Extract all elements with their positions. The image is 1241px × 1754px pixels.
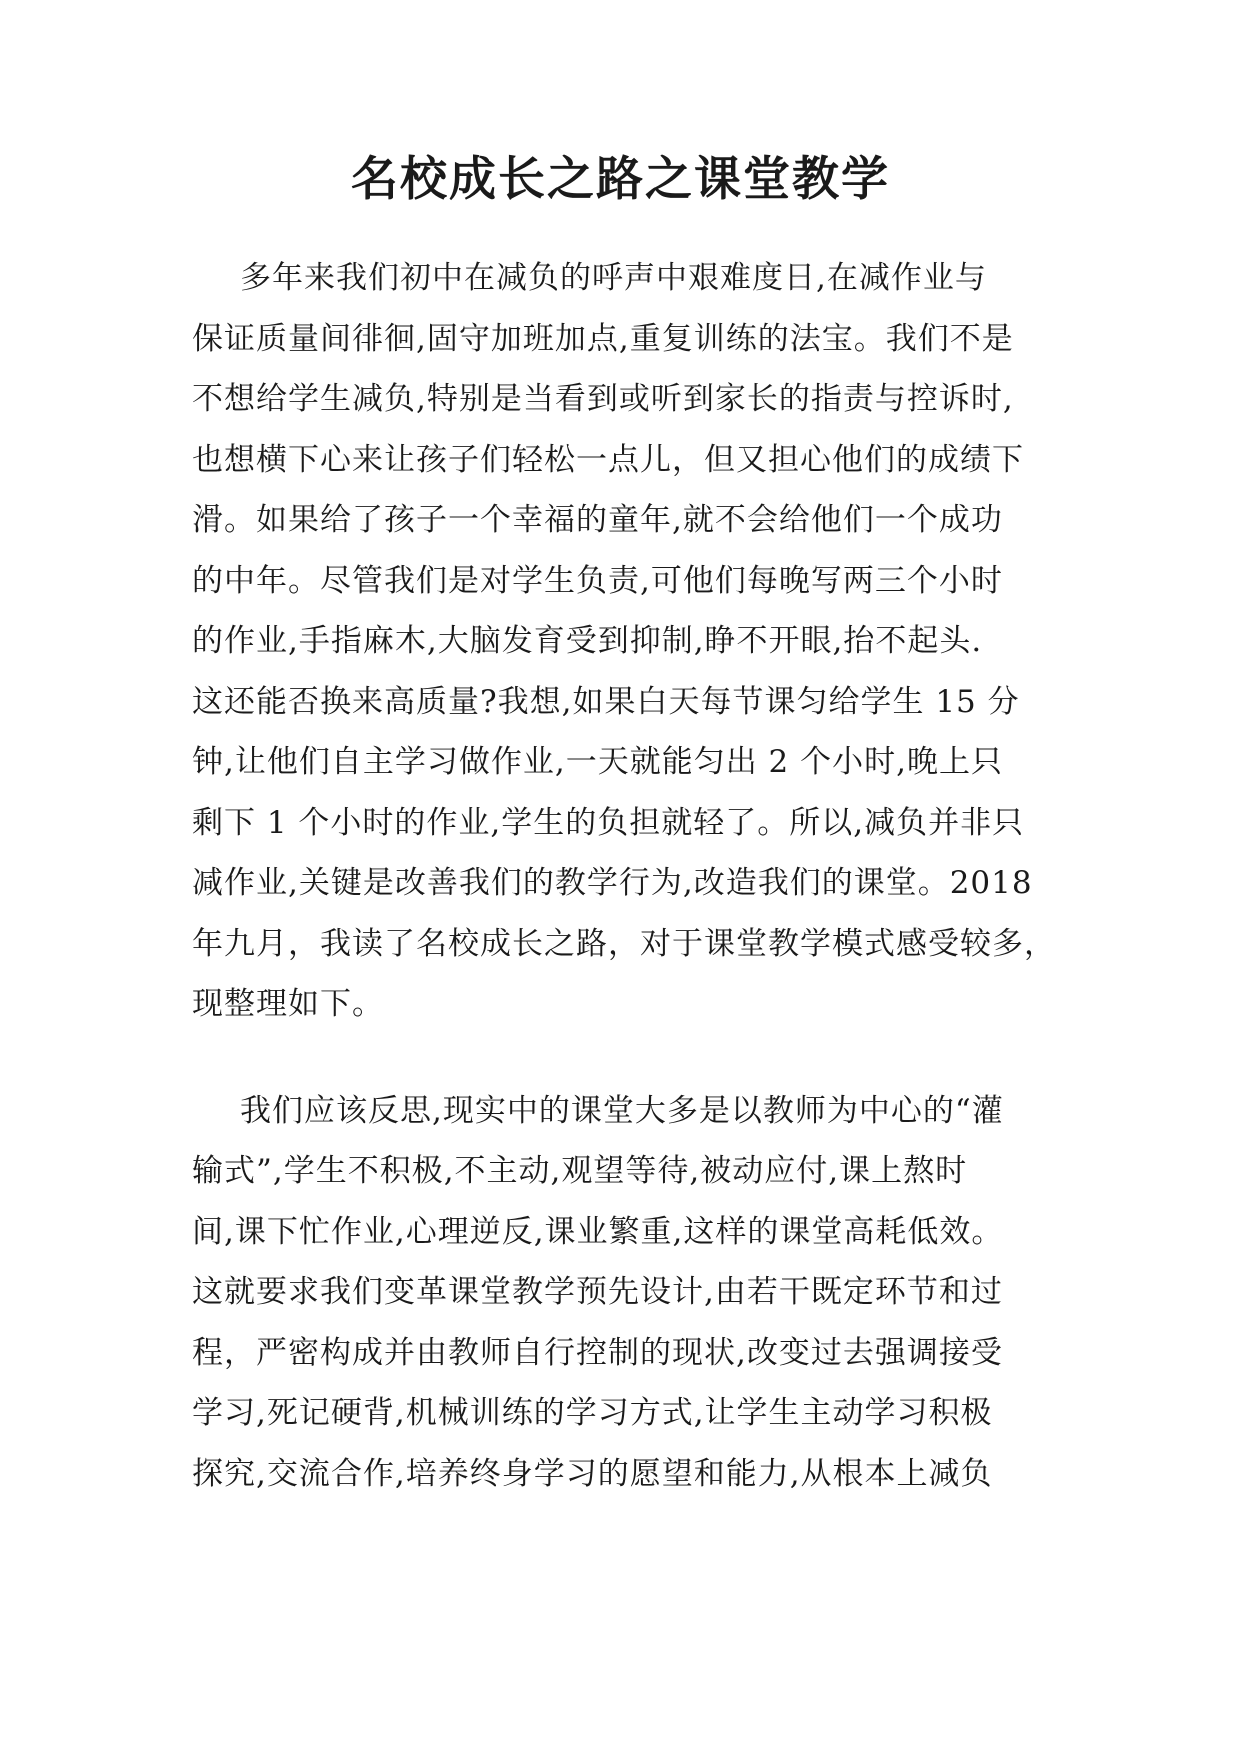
text-line: 程，严密构成并由教师自行控制的现状,改变过去强调接受 <box>192 1334 1003 1371</box>
paragraph-gap <box>192 1035 1072 1081</box>
text-line: 的作业,手指麻木,大脑发育受到抑制,睁不开眼,抬不起头. <box>192 623 983 659</box>
text-line: 现整理如下。 <box>192 986 384 1022</box>
text-line: 滑。如果给了孩子一个幸福的童年,就不会给他们一个成功 <box>192 502 1003 538</box>
paragraph-1 <box>192 248 1072 1035</box>
text-line: 钟,让他们自主学习做作业,一天就能匀出 2 个小时,晚上只 <box>192 744 1003 780</box>
text-line: 减作业,关键是改善我们的教学行为,改造我们的课堂。2018 <box>192 865 1033 901</box>
text-line: 不想给学生减负,特别是当看到或听到家长的指责与控诉时, <box>192 381 1014 417</box>
text-line: 学习,死记硬背,机械训练的学习方式,让学生主动学习积极 <box>192 1395 993 1431</box>
text-line: 多年来我们初中在减负的呼声中艰难度日,在减作业与 <box>240 260 987 296</box>
paragraph-2 <box>192 1081 1072 1505</box>
page-title: 名校成长之路之课堂教学 <box>351 152 890 207</box>
text-line: 年九月，我读了名校成长之路，对于课堂教学模式感受较多， <box>192 925 1056 962</box>
text-line: 保证质量间徘徊,固守加班加点,重复训练的法宝。我们不是 <box>192 320 1014 357</box>
text-line: 也想横下心来让孩子们轻松一点儿，但又担心他们的成绩下 <box>192 441 1024 478</box>
text-line: 探究,交流合作,培养终身学习的愿望和能力,从根本上减负 <box>192 1455 993 1492</box>
document-body <box>192 248 1072 1504</box>
text-line: 输式”,学生不积极,不主动,观望等待,被动应付,课上熬时 <box>192 1153 968 1189</box>
text-line: 的中年。尽管我们是对学生负责,可他们每晚写两三个小时 <box>192 562 1003 599</box>
text-line: 这还能否换来高质量?我想,如果白天每节课匀给学生 15 分 <box>192 683 1020 720</box>
text-line: 这就要求我们变革课堂教学预先设计,由若干既定环节和过 <box>192 1274 1003 1310</box>
text-line: 我们应该反思,现实中的课堂大多是以教师为中心的“灌 <box>240 1092 1004 1129</box>
text-line: 剩下 1 个小时的作业,学生的负担就轻了。所以,减负并非只 <box>192 804 1025 841</box>
text-line: 间,课下忙作业,心理逆反,课业繁重,这样的课堂高耗低效。 <box>192 1213 1004 1250</box>
